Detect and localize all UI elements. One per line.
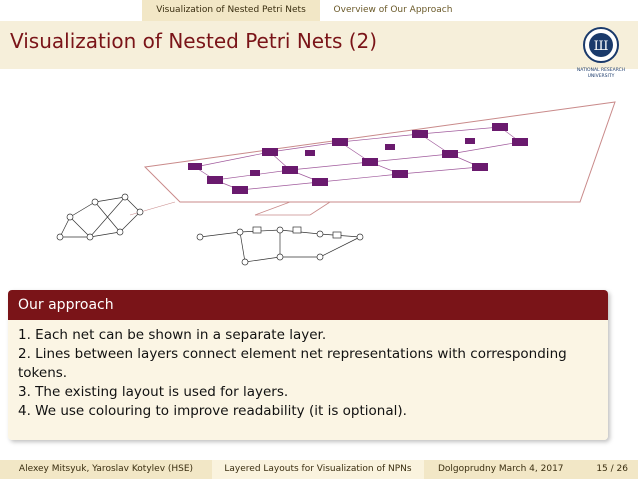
title-bar: [0, 21, 638, 79]
approach-block: [8, 290, 608, 440]
slide-title: Visualization of Nested Petri Nets (2): [10, 29, 378, 53]
footer-date: Dolgoprudny March 4, 2017: [438, 464, 564, 474]
footer-info: [424, 460, 638, 479]
petri-node: [262, 148, 278, 156]
petri-node: [512, 138, 528, 146]
block-body: [8, 320, 608, 440]
nav-tab-visualization[interactable]: Visualization of Nested Petri Nets: [142, 0, 320, 21]
layer-connector-line: [255, 202, 290, 215]
page-number: 15 / 26: [596, 464, 628, 474]
list-item: 2. Lines between layers connect element net representations with corresponding tokens.: [18, 346, 567, 381]
petri-node: [492, 123, 508, 131]
petri-node: [392, 170, 408, 178]
navigation-bar: [0, 0, 638, 21]
petri-node: [312, 178, 328, 186]
list-item: 1. Each net can be shown in a separate layer.: [18, 327, 327, 343]
layered-nested-petri-net-figure: [40, 72, 630, 286]
petri-node: [305, 150, 315, 156]
petri-node: [385, 144, 395, 150]
list-item: 3. The existing layout is used for layers.: [18, 384, 289, 400]
petri-node: [442, 150, 458, 158]
petri-node: [282, 166, 298, 174]
top-layer-plane: [145, 102, 615, 202]
petri-node: [465, 138, 475, 144]
petri-node: [332, 138, 348, 146]
layer-connector-line: [310, 202, 330, 215]
petri-node: [207, 176, 223, 184]
footer-title: Layered Layouts for Visualization of NPNs: [212, 460, 424, 479]
footer-authors: Alexey Mitsyuk, Yaroslav Kotylev (HSE): [0, 460, 212, 479]
petri-node: [472, 163, 488, 171]
petri-node: [412, 130, 428, 138]
list-item: 4. We use colouring to improve readability (it is optional).: [18, 403, 407, 419]
petri-node: [188, 163, 202, 170]
petri-node: [232, 186, 248, 194]
element-net-right: [197, 227, 363, 265]
logo-monogram: Ш: [593, 39, 609, 54]
petri-node: [362, 158, 378, 166]
element-net-left: [57, 194, 143, 240]
logo-line1: NATIONAL RESEARCH: [576, 68, 626, 73]
nav-tab-overview[interactable]: Overview of Our Approach: [333, 5, 453, 15]
block-title: Our approach: [8, 290, 608, 320]
petri-node: [250, 170, 260, 176]
logo-line2: UNIVERSITY: [587, 74, 615, 79]
top-layer-arcs: [195, 127, 520, 190]
footer: [0, 460, 638, 479]
